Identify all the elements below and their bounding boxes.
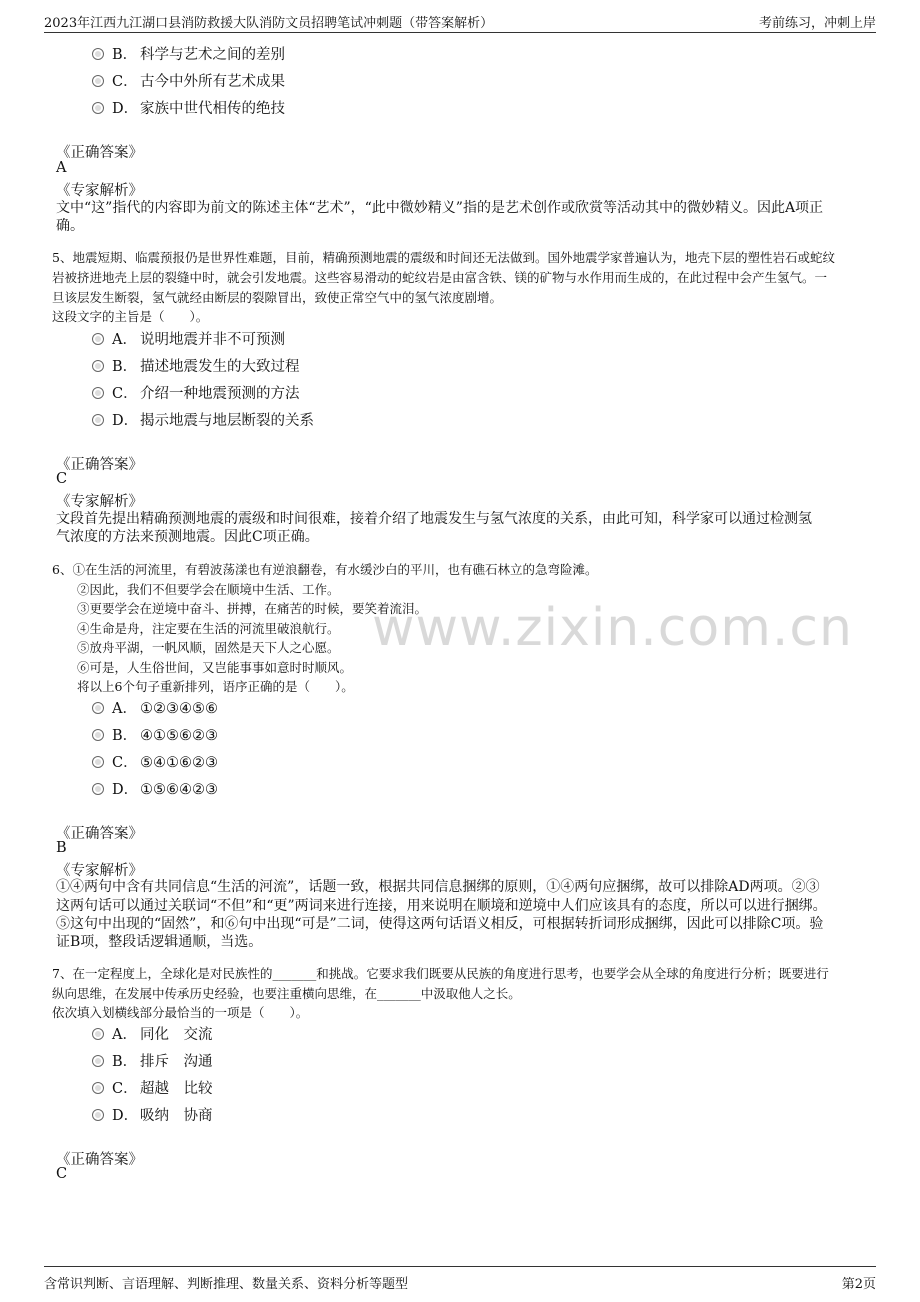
q6-question: 将以上6个句子重新排列，语序正确的是（ ）。 (77, 679, 354, 694)
q5-answer-label: 《正确答案》 (56, 457, 143, 473)
header-slogan: 考前练习，冲刺上岸 (758, 16, 876, 31)
q6-option-a[interactable]: A． ①②③④⑤⑥ (92, 699, 218, 719)
radio-icon[interactable] (92, 75, 104, 87)
q6-option-c[interactable]: C． ⑤④①⑥②③ (92, 753, 218, 773)
q7-answer-label: 《正确答案》 (56, 1152, 143, 1168)
q5-analysis-line: 文段首先提出精确预测地震的震级和时间很难，接着介绍了地震发生与氢气浓度的关系，由此可知，科学家可以通过检测氢 (56, 511, 812, 527)
radio-icon[interactable] (92, 387, 104, 399)
page-number: 第2页 (841, 1277, 876, 1292)
radio-icon[interactable] (92, 1082, 104, 1094)
q6-option-d[interactable]: D． ①⑤⑥④②③ (92, 780, 218, 800)
q4-option-d[interactable]: D． 家族中世代相传的绝技 (92, 99, 285, 119)
q5-option-a[interactable]: A． 说明地震并非不可预测 (92, 330, 285, 350)
q6-analysis-line: 证B项，整段话逻辑通顺，当选。 (56, 934, 263, 950)
footer-topics: 含常识判断、言语理解、判断推理、数量关系、资料分析等题型 (44, 1277, 409, 1292)
q4-answer: A (56, 160, 67, 176)
q4-option-c[interactable]: C． 古今中外所有艺术成果 (92, 72, 285, 92)
q7-stem-line: 7、在一定程度上，全球化是对民族性的_______和挑战。它要求我们既要从民族的角度进行思考，也要学会从全球的角度进行分析；既要进行 (52, 966, 829, 981)
q6-option-b[interactable]: B． ④①⑤⑥②③ (92, 726, 218, 746)
q5-analysis-label: 《专家解析》 (56, 494, 143, 510)
q4-analysis-line: 确。 (56, 218, 84, 234)
q6-analysis-line: ⑤这句中出现的“固然”，和⑥句中出现“可是”二词，使得这两句话语义相反，可根据转折词形成捆绑，因此可以排除C项。验 (56, 916, 824, 932)
q7-option-d[interactable]: D． 吸纳 协商 (92, 1106, 213, 1126)
q6-answer: B (56, 840, 67, 856)
q6-answer-label: 《正确答案》 (56, 826, 143, 842)
radio-icon[interactable] (92, 102, 104, 114)
radio-icon[interactable] (92, 333, 104, 345)
q5-option-c[interactable]: C． 介绍一种地震预测的方法 (92, 384, 300, 404)
q5-stem-line: 岩被挤进地壳上层的裂缝中时，就会引发地震。这些容易滑动的蛇纹岩是由富含铁、镁的矿物与水作用而生成的，在此过程中会产生氢气。一 (52, 270, 828, 285)
radio-icon[interactable] (92, 783, 104, 795)
radio-icon[interactable] (92, 729, 104, 741)
page-footer (44, 1266, 876, 1295)
q5-option-d[interactable]: D． 揭示地震与地层断裂的关系 (92, 411, 314, 431)
q4-analysis-line: 文中“这”指代的内容即为前文的陈述主体“艺术”，“此中微妙精义”指的是艺术创作或欣赏等活动其中的微妙精义。因此A项正 (56, 200, 824, 216)
q5-option-b[interactable]: B． 描述地震发生的大致过程 (92, 357, 300, 377)
radio-icon[interactable] (92, 360, 104, 372)
radio-icon[interactable] (92, 1028, 104, 1040)
q6-sentence: ⑥可是，人生俗世间，又岂能事事如意时时顺风。 (77, 660, 353, 675)
q4-analysis-label: 《专家解析》 (56, 183, 143, 199)
q6-sentence: ②因此，我们不但要学会在顺境中生活、工作。 (77, 582, 340, 597)
radio-icon[interactable] (92, 702, 104, 714)
radio-icon[interactable] (92, 1055, 104, 1067)
radio-icon[interactable] (92, 756, 104, 768)
q6-sentence: ⑤放舟平湖，一帆风顺，固然是天下人之心愿。 (77, 640, 340, 655)
page-header (44, 10, 876, 33)
q6-analysis-line: 这两句话可以通过关联词“不但”和“更”两词来进行连接，用来说明在顺境和逆境中人们应该具有的态度，所以可以进行捆绑。 (56, 898, 827, 914)
q5-analysis-line: 气浓度的方法来预测地震。因此C项正确。 (56, 529, 319, 545)
q5-question: 这段文字的主旨是（ ）。 (52, 309, 209, 324)
q5-answer: C (56, 471, 68, 487)
watermark: www.zixin.com.cn (372, 598, 853, 658)
q6-analysis-line: ①④两句中含有共同信息“生活的河流”，话题一致，根据共同信息捆绑的原则，①④两句应捆绑，故可以排除AD两项。②③ (56, 879, 820, 895)
q6-sentence: ③更要学会在逆境中奋斗、拼搏，在痛苦的时候，要笑着流泪。 (77, 601, 428, 616)
q7-stem-line: 纵向思维，在发展中传承历史经验，也要注重横向思维，在_______中汲取他人之长。 (52, 986, 521, 1001)
q6-sentence: ④生命是舟，注定要在生活的河流里破浪航行。 (77, 621, 340, 636)
q7-option-c[interactable]: C． 超越 比较 (92, 1079, 213, 1099)
radio-icon[interactable] (92, 48, 104, 60)
q5-stem-line: 5、地震短期、临震预报仍是世界性难题，目前，精确预测地震的震级和时间还无法做到。国外地震学家普遍认为，地壳下层的塑性岩石或蛇纹 (52, 250, 835, 265)
q7-option-b[interactable]: B． 排斥 沟通 (92, 1052, 213, 1072)
q6-analysis-label: 《专家解析》 (56, 863, 143, 879)
header-title: 2023年江西九江湖口县消防救援大队消防文员招聘笔试冲刺题（带答案解析） (44, 16, 494, 31)
q4-option-b[interactable]: B． 科学与艺术之间的差别 (92, 45, 285, 65)
radio-icon[interactable] (92, 414, 104, 426)
q4-answer-label: 《正确答案》 (56, 145, 143, 161)
q7-answer: C (56, 1166, 68, 1182)
radio-icon[interactable] (92, 1109, 104, 1121)
q6-stem-line: 6、①在生活的河流里，有碧波荡漾也有逆浪翻卷，有水缓沙白的平川，也有礁石林立的急弯险滩。 (52, 562, 598, 577)
q7-question: 依次填入划横线部分最恰当的一项是（ ）。 (52, 1005, 309, 1020)
q5-stem-line: 旦该层发生断裂，氢气就经由断层的裂隙冒出，致使正常空气中的氢气浓度剧增。 (52, 290, 503, 305)
q7-option-a[interactable]: A． 同化 交流 (92, 1025, 213, 1045)
